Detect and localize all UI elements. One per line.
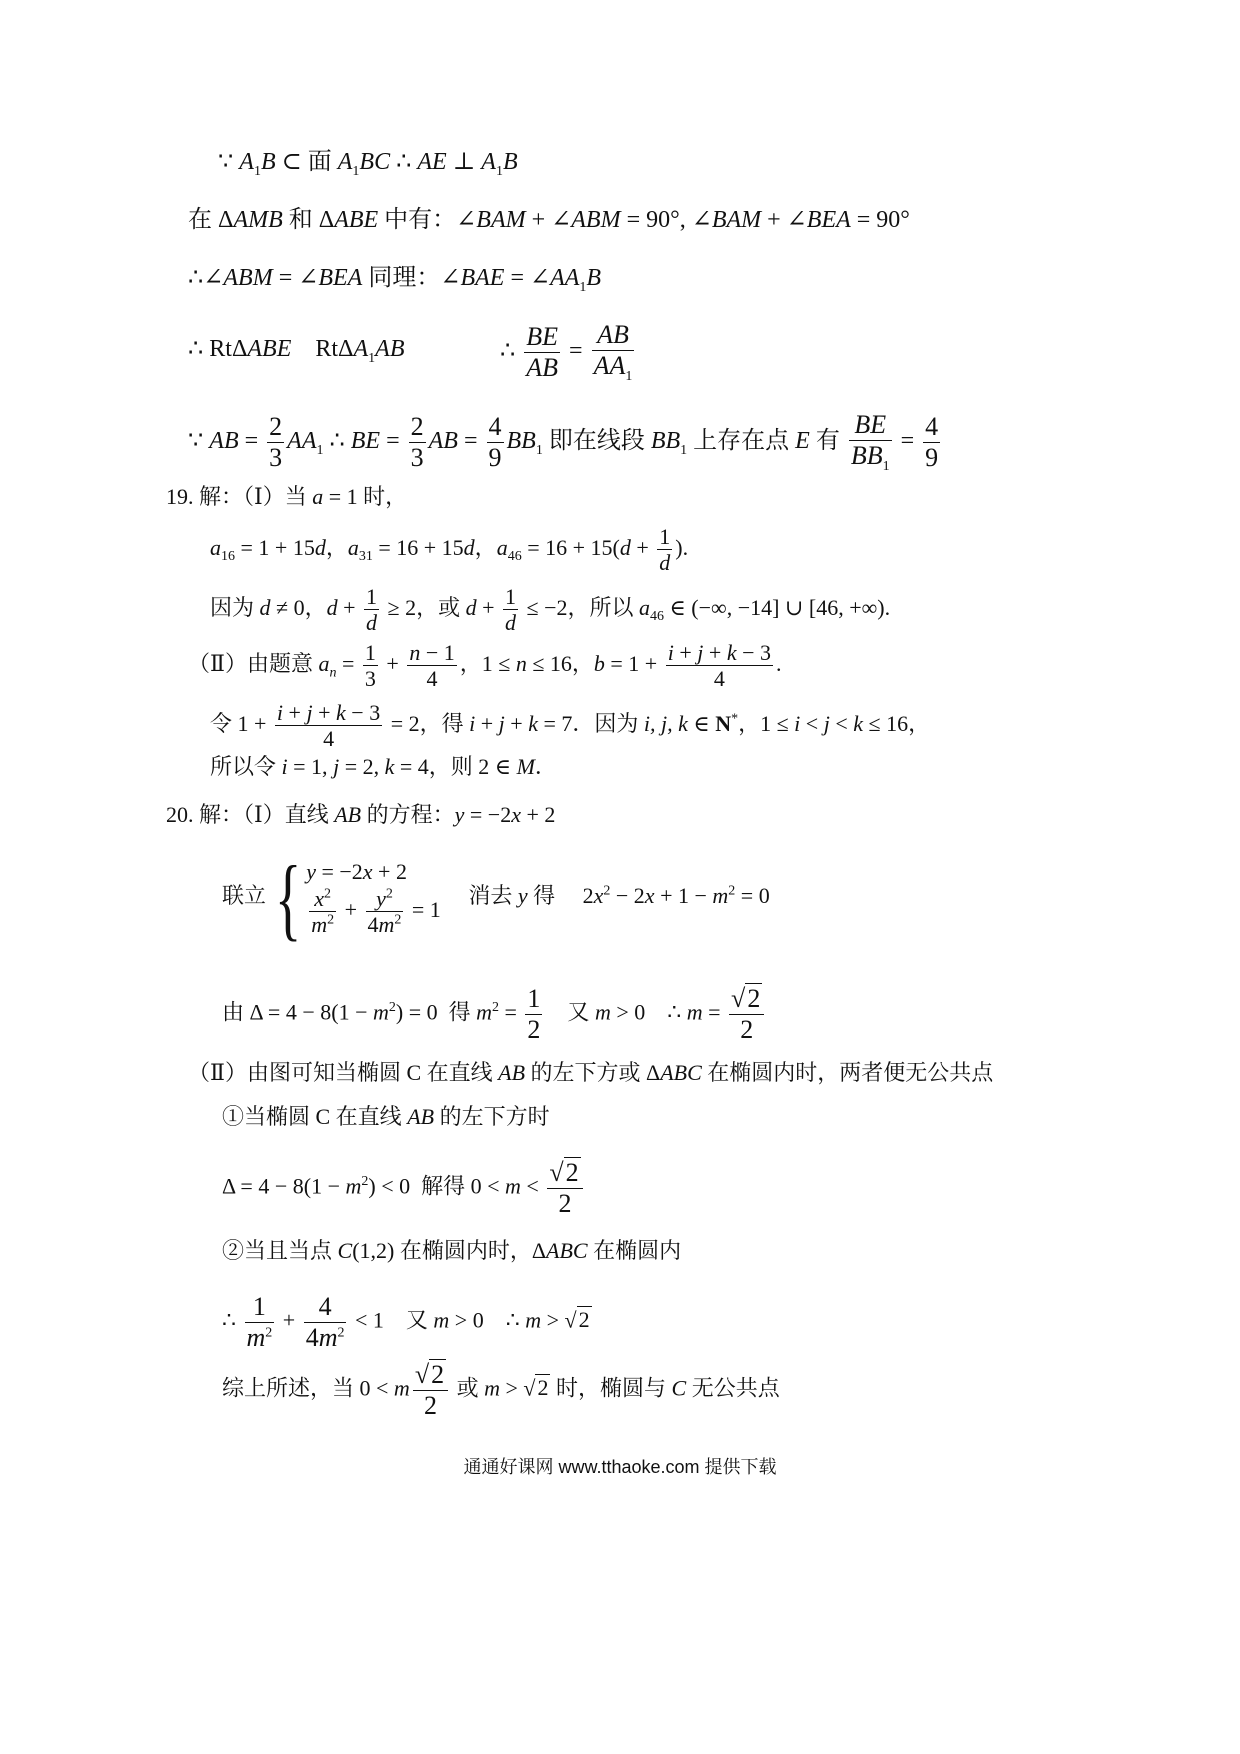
q20-line-8: 综上所述，当 0 < m $\frac{√2}{2}$ 或 m > √2 时，椭圆与 C 无公共点 bbox=[222, 1360, 780, 1420]
proof-line-5: ∵ AB = $\frac{2}{3}$ $AA_1$ ∴ BE = $\frac{2}{3}$ AB = $\frac{4}{9}$ $BB_1$ 即在线段 $BB_1$ 上存在点 E 有 $\frac{BE}{BB_1}$ = $\frac{4}{9}$ bbox=[188, 410, 939, 475]
q19-line-2: 因为 d ≠ 0，d + $\frac{1}{d}$ ≥ 2，或 d + $\frac{1}{d}$ ≤ −2，所以 $a_{46}$ ∈ (−∞, −14] ∪ [46, +∞). bbox=[210, 584, 891, 636]
q19-line-3: （Ⅱ）由题意 $a_n$ = $\frac{1}{3}$ + $\frac{n - 1}{4}$ ，1 ≤ n ≤ 16，b = 1 + $\frac{i + j + k - 3}{4}$ . bbox=[188, 640, 782, 692]
q20-line-2: 由 $\Delta = 4 - 8(1 - m^2) = 0$ 得 $m^2$ = $\frac{1}{2}$ 又 m > 0 ∴ m = $\frac{√2}{2}$ bbox=[222, 984, 767, 1045]
q20-line-7: ∴ $\frac{1}{m^2}$ + $\frac{4}{4m^2}$ < 1 又 m > 0 ∴ m > √2 bbox=[222, 1292, 590, 1352]
q19-line-1: $a_{16} = 1 + 15d$，$a_{31} = 16 + 15d$，$a_{46} = 16 + 15(d$ + $\frac{1}{d}$ ). bbox=[210, 524, 689, 576]
proof-line-3: ∴∠ABM = ∠BEA 同理：∠BAE = $\angle AA_1B$ bbox=[188, 265, 602, 295]
q20-line-3: （Ⅱ）由图可知当椭圆 C 在直线 AB 的左下方或 ΔABC 在椭圆内时，两者便无公共点 bbox=[188, 1060, 994, 1085]
q19-line-4: 令 1 + $\frac{i + j + k - 3}{4}$ = 2，得 i + j + k = 7．因为 i, j, k ∈ N*，1 ≤ i < j < k ≤ 16， bbox=[210, 700, 931, 752]
q20-line-6: ②当且当点 C(1,2) 在椭圆内时，ΔABC 在椭圆内 bbox=[222, 1238, 682, 1263]
q20-system: 联立{ y = −2x + 2 $\frac{x^2}{m^2}$ + $\frac{y^2}{4m^2}$ = 1 消去 y 得 $2x^2 - 2x + 1 - m^2 = 0$ bbox=[222, 847, 770, 949]
proof-line-4a: ∴ RtΔABE RtΔA$_1$AB bbox=[188, 336, 405, 366]
proof-line-1: ∵ $A_1B$ ⊂ 面 $A_1BC$ ∴ AE ⊥ $A_1B$ bbox=[218, 149, 518, 179]
q19-line-5: 所以令 i = 1, j = 2, k = 4，则 2 ∈ M． bbox=[210, 754, 557, 779]
q20-line-4: ①当椭圆 C 在直线 AB 的左下方时 bbox=[222, 1104, 550, 1129]
q20-line-5: $\Delta = 4 - 8(1 - m^2) < 0$ 解得 0 < m < $\frac{√2}{2}$ bbox=[222, 1158, 586, 1219]
page-footer: 通通好课网 www.tthaoke.com 提供下载 bbox=[463, 1457, 777, 1477]
proof-line-2: 在 ΔAMB 和 ΔABE 中有：∠BAM + ∠ABM = 90°, ∠BAM + ∠BEA = 90° bbox=[188, 207, 910, 233]
q20-heading: 20. 解：（Ⅰ）直线 AB 的方程：y = −2x + 2 bbox=[166, 802, 556, 827]
q19-heading: 19. 解：（Ⅰ）当 a = 1 时， bbox=[166, 484, 408, 509]
proof-line-4b: ∴ $\frac{BE}{AB}$ = $\frac{AB}{AA_1}$ bbox=[500, 320, 633, 385]
